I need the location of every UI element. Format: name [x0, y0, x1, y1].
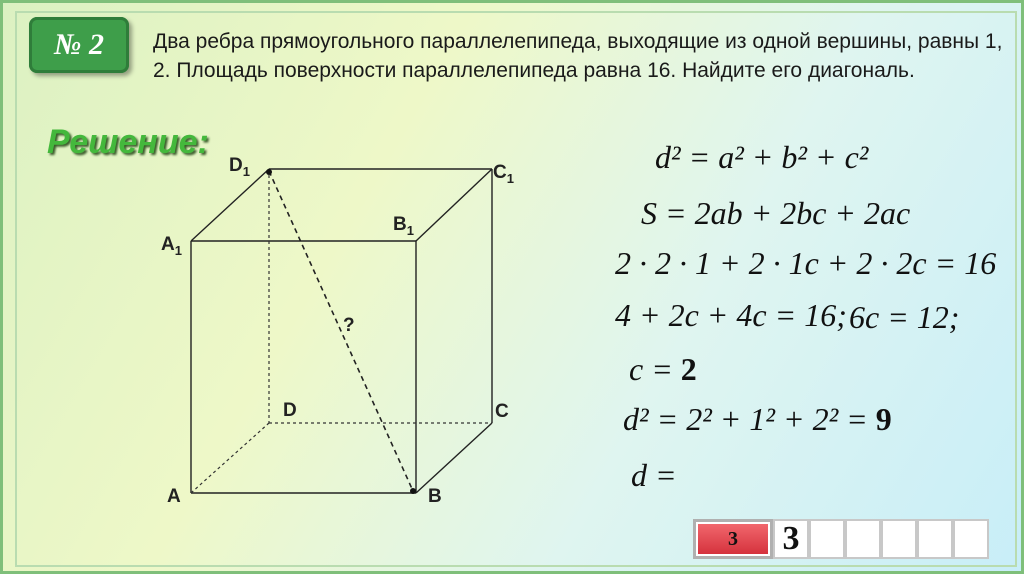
diagonal-question-mark: ?: [343, 315, 355, 336]
answer-cell[interactable]: [953, 519, 989, 559]
point-B: [410, 488, 416, 494]
label-A: A: [167, 486, 181, 507]
edge-B1-C1: [416, 169, 492, 241]
formula-equation: 4 + 2c + 4c = 16;: [615, 297, 847, 333]
formula-d-answer: d =: [631, 457, 677, 493]
formula-surface-area: S = 2ab + 2bc + 2ac: [641, 195, 911, 231]
answer-cell[interactable]: [845, 519, 881, 559]
answer-cells: [773, 519, 989, 559]
answer-button[interactable]: 3: [693, 519, 773, 559]
formula-substitution: 2 · 2 · 1 + 2 · 1c + 2 · 2c = 16: [615, 245, 997, 281]
label-C1: $C_1$: [493, 162, 514, 186]
answer-cell[interactable]: 3: [773, 519, 809, 559]
formula-diagonal: d² = a² + b² + c²: [655, 139, 869, 175]
answer-cell[interactable]: [917, 519, 953, 559]
edge-A-D-hidden: [191, 423, 269, 493]
problem-statement: Два ребра прямоугольного параллелепипеда, выходящие из одной вершины, равны 1, 2. Площадь поверхности параллелепипеда равна 16. Найдите его диагональ.: [153, 30, 1003, 82]
solution-title: Решение:: [47, 123, 209, 161]
diagonal-D1-B: [269, 171, 413, 491]
answer-area: [693, 519, 1009, 559]
label-D: D: [283, 400, 297, 421]
formula-d-squared-result: 9: [875, 401, 892, 437]
point-D1: [266, 169, 272, 175]
label-D1: $D_1$: [229, 155, 250, 179]
formula-d-squared: [623, 401, 892, 438]
edge-D1-A1: [191, 169, 269, 241]
formula-simplified: 6c = 12;: [849, 299, 960, 335]
problem-number: № 2: [54, 28, 104, 61]
formula-d-squared-left: d² = 2² + 1² + 2² =: [623, 401, 876, 437]
label-C: C: [495, 401, 509, 422]
edge-B-C: [416, 423, 492, 493]
label-B: B: [428, 486, 442, 507]
formula-c-left: c =: [629, 351, 681, 387]
answer-cell[interactable]: [809, 519, 845, 559]
label-A1: $A_1$: [161, 234, 182, 258]
parallelepiped-diagram: [3, 3, 1024, 577]
answer-cell[interactable]: [881, 519, 917, 559]
formula-c-result: 2: [680, 351, 697, 387]
formula-c-value: [629, 351, 697, 388]
label-B1: $B_1$: [393, 214, 414, 238]
